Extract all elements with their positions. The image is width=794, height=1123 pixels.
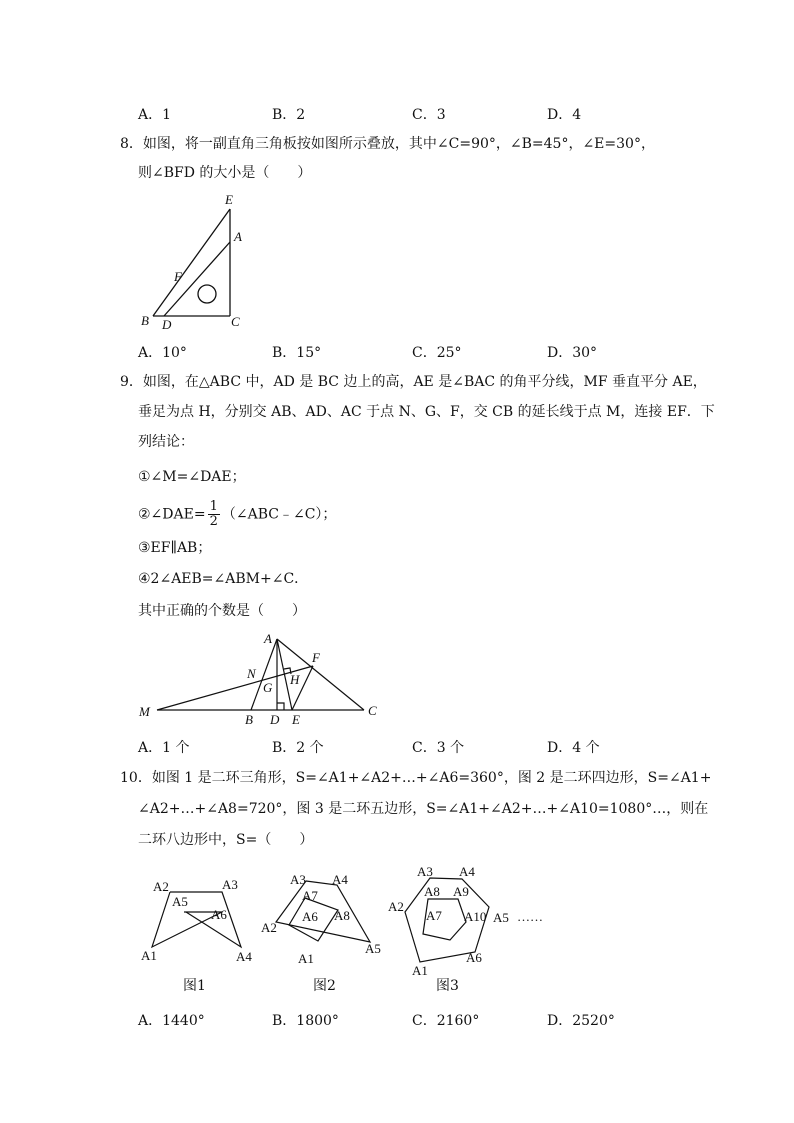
q8-stem-line1: 8．如图，将一副直角三角板按如图所示叠放，其中∠C=90°，∠B=45°，∠E=30°， xyxy=(120,136,655,152)
q10-option-c: C．2160° xyxy=(412,1013,480,1029)
q9-option-c: C．3 个 xyxy=(412,740,465,756)
q8-option-b: B．15° xyxy=(272,345,322,361)
q9-question: 其中正确的个数是（ ） xyxy=(138,603,306,619)
fig3-label-a2: A2 xyxy=(388,899,404,914)
q8-option-c: C．25° xyxy=(412,345,462,361)
q8-label-b: B xyxy=(141,313,149,328)
fig3-label-a3: A3 xyxy=(417,864,433,879)
q8-option-d: D．30° xyxy=(547,345,598,361)
fig3-label-a6: A6 xyxy=(466,950,482,965)
fig2-label-a8: A8 xyxy=(334,908,350,923)
fig2-label-a6: A6 xyxy=(302,909,318,924)
q8-label-a: A xyxy=(234,229,242,244)
q8-label-e: E xyxy=(225,192,233,207)
q8-stem-line2: 则∠BFD 的大小是（ ） xyxy=(138,165,312,181)
q10-option-a: A．1440° xyxy=(138,1013,205,1029)
fig3-label-a9: A9 xyxy=(453,884,469,899)
fig1-label-a5: A5 xyxy=(172,894,188,909)
fig3-label-a5: A5 xyxy=(493,910,509,925)
fig3-label-a1: A1 xyxy=(412,963,428,978)
q10-option-d: D．2520° xyxy=(547,1013,615,1029)
q7-option-d: D．4 xyxy=(547,107,582,123)
q7-option-c: C．3 xyxy=(412,107,446,123)
q9-label-d: D xyxy=(270,712,280,727)
fig3-label-a10: A10 xyxy=(464,909,487,924)
q7-option-a: A．1 xyxy=(138,107,172,123)
q9-stem-line2: 垂足为点 H，分别交 AB、AD、AC 于点 N、G、F，交 CB 的延长线于点 M，连接 EF．下 xyxy=(138,404,715,420)
q9-conclusion-1: ①∠M=∠DAE； xyxy=(138,469,246,485)
fig3-label-a7: A7 xyxy=(426,908,442,923)
q9-stem-line3: 列结论： xyxy=(138,434,194,450)
fig3-label-a4: A4 xyxy=(459,864,475,879)
q8-label-f: F xyxy=(174,269,182,284)
fig1-label-a6: A6 xyxy=(211,907,227,922)
q9-label-h: H xyxy=(290,672,300,687)
fig1-label-a3: A3 xyxy=(222,877,238,892)
q8-option-a: A．10° xyxy=(138,345,187,361)
q9-label-g: G xyxy=(263,680,273,695)
q8-label-c: C xyxy=(231,314,240,329)
q9-option-d: D．4 个 xyxy=(547,740,600,756)
q9-label-n: N xyxy=(247,666,256,681)
q9-stem-line1: 9．如图，在△ABC 中，AD 是 BC 边上的高，AE 是∠BAC 的角平分线，MF 垂直平分 AE， xyxy=(120,374,707,390)
q9-label-f: F xyxy=(312,650,320,665)
q9-conclusion-3: ③EF∥AB； xyxy=(138,540,212,556)
q9-label-b: B xyxy=(245,712,253,727)
q10-stem-line2: ∠A2+…+∠A8=720°，图 3 是二环五边形，S=∠A1+∠A2+…+∠A10=1080°…，则在 xyxy=(138,801,709,817)
q9-c2-numerator: 1 xyxy=(209,499,218,514)
q8-label-d: D xyxy=(162,317,172,332)
fig2-label-a1: A1 xyxy=(298,951,314,966)
fig2-label-a7: A7 xyxy=(302,888,318,903)
fig3-caption: 图3 xyxy=(436,978,459,994)
fig1-caption: 图1 xyxy=(183,978,206,994)
fig2-label-a2: A2 xyxy=(261,920,277,935)
q9-c2-pre: ②∠DAE= xyxy=(138,506,206,523)
q9-option-b: B．2 个 xyxy=(272,740,324,756)
fig2-label-a4: A4 xyxy=(332,872,348,887)
q9-label-c: C xyxy=(368,703,377,718)
q10-stem-line1: 10．如图 1 是二环三角形，S=∠A1+∠A2+…+∠A6=360°，图 2 是二环四边形，S=∠A1+ xyxy=(120,770,712,786)
fig-ellipsis: …… xyxy=(517,909,543,924)
q9-label-m: M xyxy=(139,704,150,719)
fig1-label-a2: A2 xyxy=(153,879,169,894)
q9-conclusion-4: ④2∠AEB=∠ABM+∠C． xyxy=(138,571,309,587)
q10-stem-line3: 二环八边形中，S=（ ） xyxy=(138,832,314,848)
fig1-label-a4: A4 xyxy=(236,949,252,964)
q9-label-e: E xyxy=(292,712,300,727)
fig1-label-a1: A1 xyxy=(141,948,157,963)
fig2-label-a3: A3 xyxy=(290,872,306,887)
fig2-label-a5: A5 xyxy=(365,941,381,956)
q7-option-b: B．2 xyxy=(272,107,306,123)
q9-c2-post: （∠ABC﹣∠C）； xyxy=(221,506,337,523)
fig2-caption: 图2 xyxy=(313,978,336,994)
q10-option-b: B．1800° xyxy=(272,1013,339,1029)
q9-option-a: A．1 个 xyxy=(138,740,190,756)
fig3-label-a8: A8 xyxy=(424,884,440,899)
q9-label-a: A xyxy=(264,631,272,646)
q9-c2-denominator: 2 xyxy=(209,514,218,529)
